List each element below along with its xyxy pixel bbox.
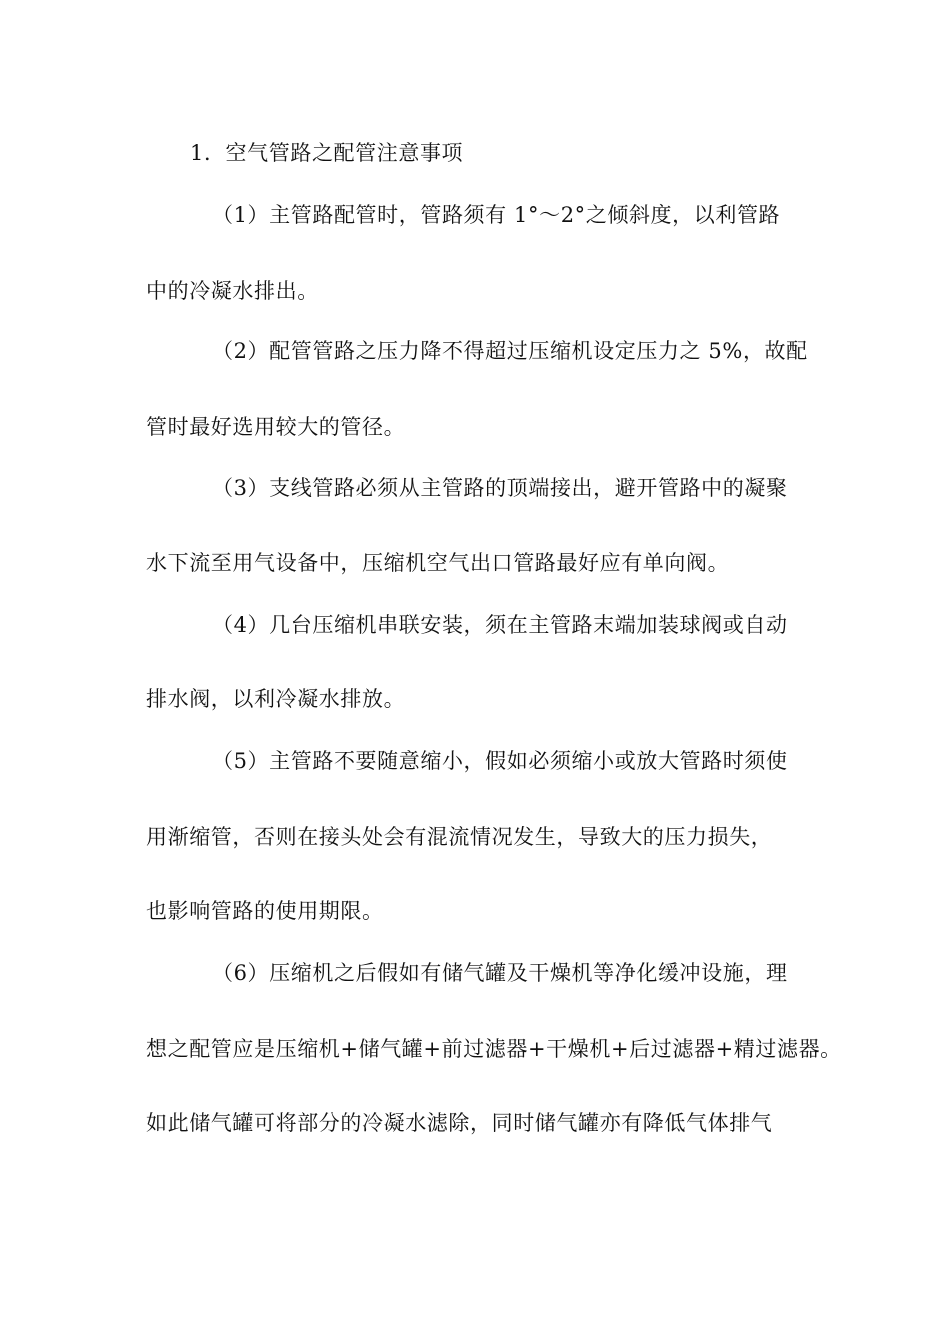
paragraph-line: 用渐缩管，否则在接头处会有混流情况发生，导致大的压力损失， [146, 825, 773, 849]
paragraph-line: 中的冷凝水排出。 [146, 279, 319, 303]
paragraph-line: （5）主管路不要随意缩小，假如必须缩小或放大管路时须使 [212, 749, 788, 773]
paragraph-line: 水下流至用气设备中，压缩机空气出口管路最好应有单向阀。 [146, 551, 730, 575]
paragraph-line: 排水阀，以利冷凝水排放。 [146, 687, 406, 711]
paragraph-line: （1）主管路配管时，管路须有 1°～2°之倾斜度，以利管路 [212, 203, 781, 227]
paragraph-line: （2）配管管路之压力降不得超过压缩机设定压力之 5%，故配 [212, 339, 808, 363]
paragraph-line: （3）支线管路必须从主管路的顶端接出，避开管路中的凝聚 [212, 476, 788, 500]
paragraph-line: 也影响管路的使用期限。 [146, 899, 384, 923]
paragraph-line: 想之配管应是压缩机+储气罐+前过滤器+干燥机+后过滤器+精过滤器。 [146, 1037, 842, 1061]
paragraph-line: 管时最好选用较大的管径。 [146, 415, 406, 439]
paragraph-line: 如此储气罐可将部分的冷凝水滤除，同时储气罐亦有降低气体排气 [146, 1111, 773, 1135]
paragraph-line: （4）几台压缩机串联安装，须在主管路末端加装球阀或自动 [212, 613, 788, 637]
paragraph-line: （6）压缩机之后假如有储气罐及干燥机等净化缓冲设施，理 [212, 961, 788, 985]
section-heading: 1．空气管路之配管注意事项 [190, 141, 464, 165]
